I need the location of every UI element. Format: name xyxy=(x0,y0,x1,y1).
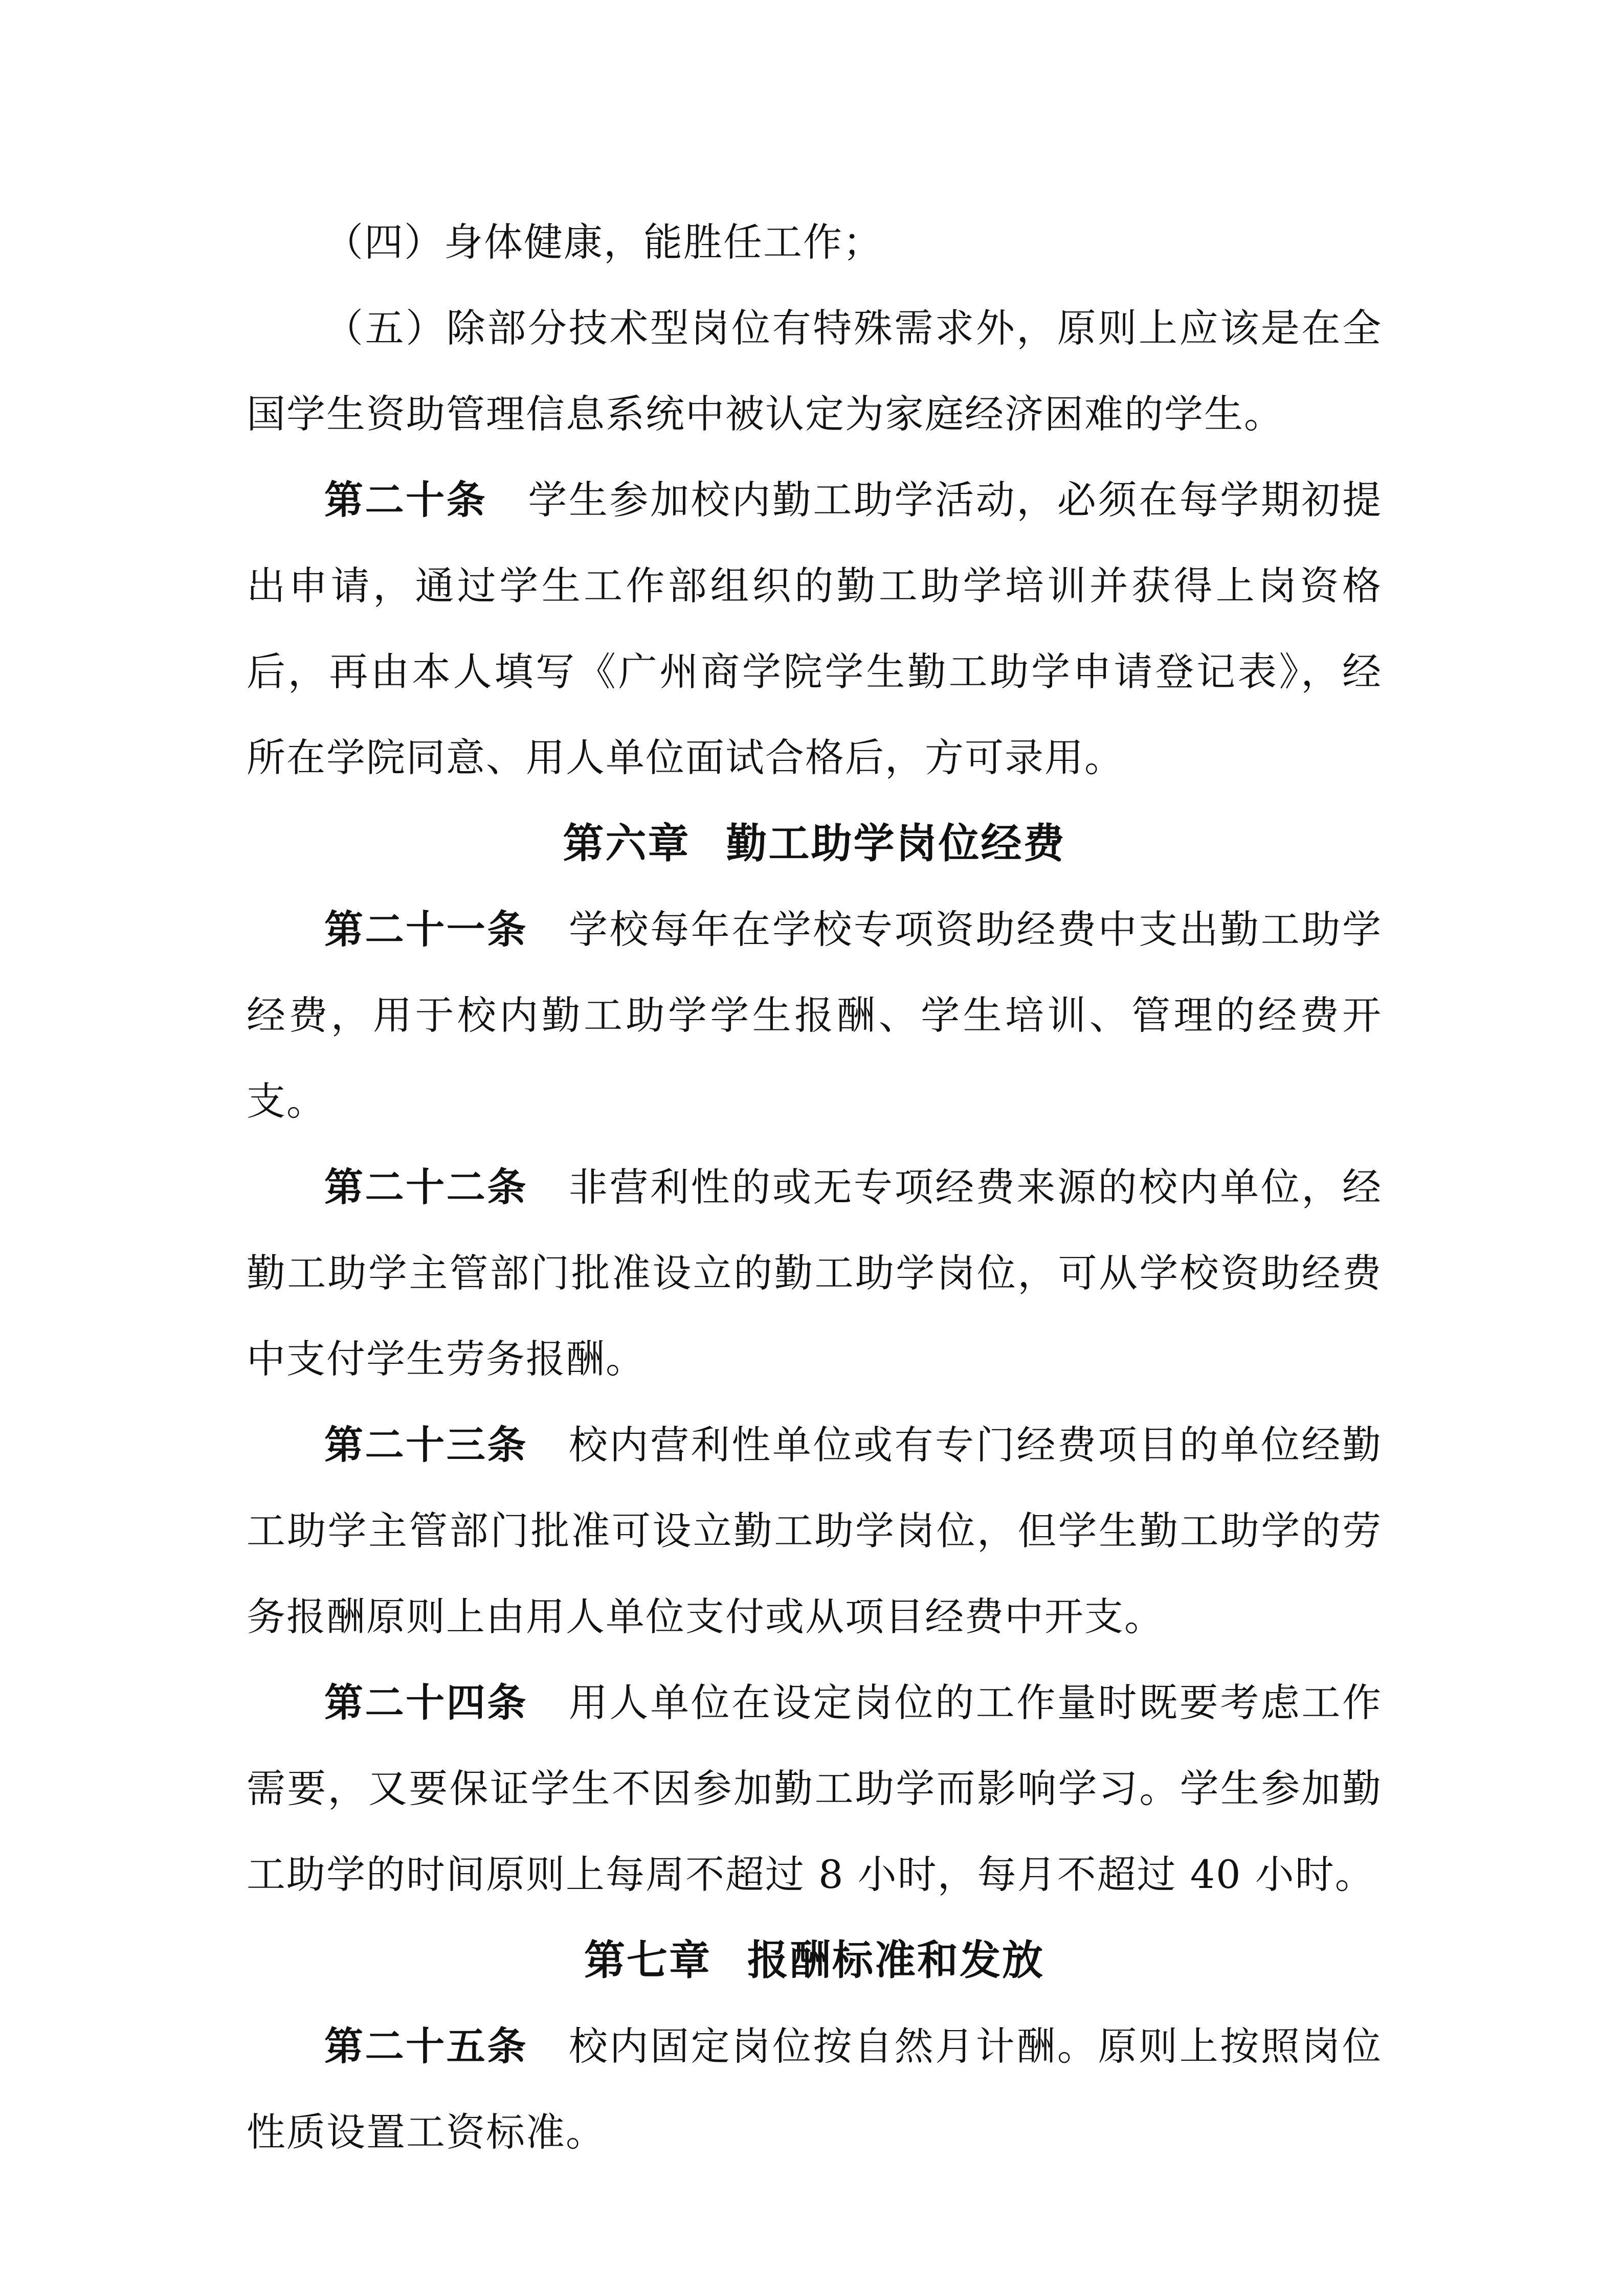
chapter-7-number: 第七章 xyxy=(584,1937,711,1984)
document-page xyxy=(247,199,1382,2175)
chapter-7-heading xyxy=(247,1918,1382,2004)
article-24-text: 用人单位在设定岗位的工作量时既要考虑工作需要，又要保证学生不因参加勤工助学而影响学习。学生参加勤工助学的时间原则上每周不超过 8 小时，每月不超过 40 小时。 xyxy=(247,1680,1383,1897)
article-20-label: 第二十条 xyxy=(324,477,487,523)
clause-5-text: （五）除部分技术型岗位有特殊需求外，原则上应该是在全国学生资助管理信息系统中被认定为家庭经济困难的学生。 xyxy=(247,305,1382,437)
chapter-6-number: 第六章 xyxy=(563,820,691,867)
article-21-label: 第二十一条 xyxy=(324,907,528,952)
clause-4-text: （四）身体健康，能胜任工作； xyxy=(324,219,883,265)
chapter-6-heading xyxy=(247,801,1382,887)
article-25-paragraph xyxy=(247,2004,1382,2175)
article-25-text: 校内固定岗位按自然月计酬。原则上按照岗位性质设置工资标准。 xyxy=(247,2023,1383,2155)
article-23-text: 校内营利性单位或有专门经费项目的单位经勤工助学主管部门批准可设立勤工助学岗位，但学生勤工助学的劳务报酬原则上由用人单位支付或从项目经费中开支。 xyxy=(247,1422,1383,1639)
article-24-paragraph xyxy=(247,1660,1382,1918)
article-22-paragraph xyxy=(247,1144,1382,1402)
article-24-label: 第二十四条 xyxy=(324,1680,528,1725)
article-22-label: 第二十二条 xyxy=(324,1164,528,1210)
article-23-label: 第二十三条 xyxy=(324,1422,528,1468)
article-21-paragraph xyxy=(247,887,1382,1144)
article-25-label: 第二十五条 xyxy=(324,2023,528,2069)
article-21-text: 学校每年在学校专项资助经费中支出勤工助学经费，用于校内勤工助学学生报酬、学生培训、管理的经费开支。 xyxy=(247,907,1383,1124)
article-23-paragraph xyxy=(247,1402,1382,1660)
article-20-text: 学生参加校内勤工助学活动，必须在每学期初提出申请，通过学生工作部组织的勤工助学培训并获得上岗资格后，再由本人填写《广州商学院学生勤工助学申请登记表》，经所在学院同意、用人单位面试合格后，方可录用。 xyxy=(247,477,1383,780)
clause-4-paragraph xyxy=(247,199,1382,285)
article-20-paragraph xyxy=(247,457,1382,801)
clause-5-paragraph xyxy=(247,285,1382,457)
chapter-6-title: 勤工助学岗位经费 xyxy=(726,820,1066,867)
chapter-7-title: 报酬标准和发放 xyxy=(747,1937,1044,1984)
article-22-text: 非营利性的或无专项经费来源的校内单位，经勤工助学主管部门批准设立的勤工助学岗位，可从学校资助经费中支付学生劳务报酬。 xyxy=(247,1164,1383,1382)
